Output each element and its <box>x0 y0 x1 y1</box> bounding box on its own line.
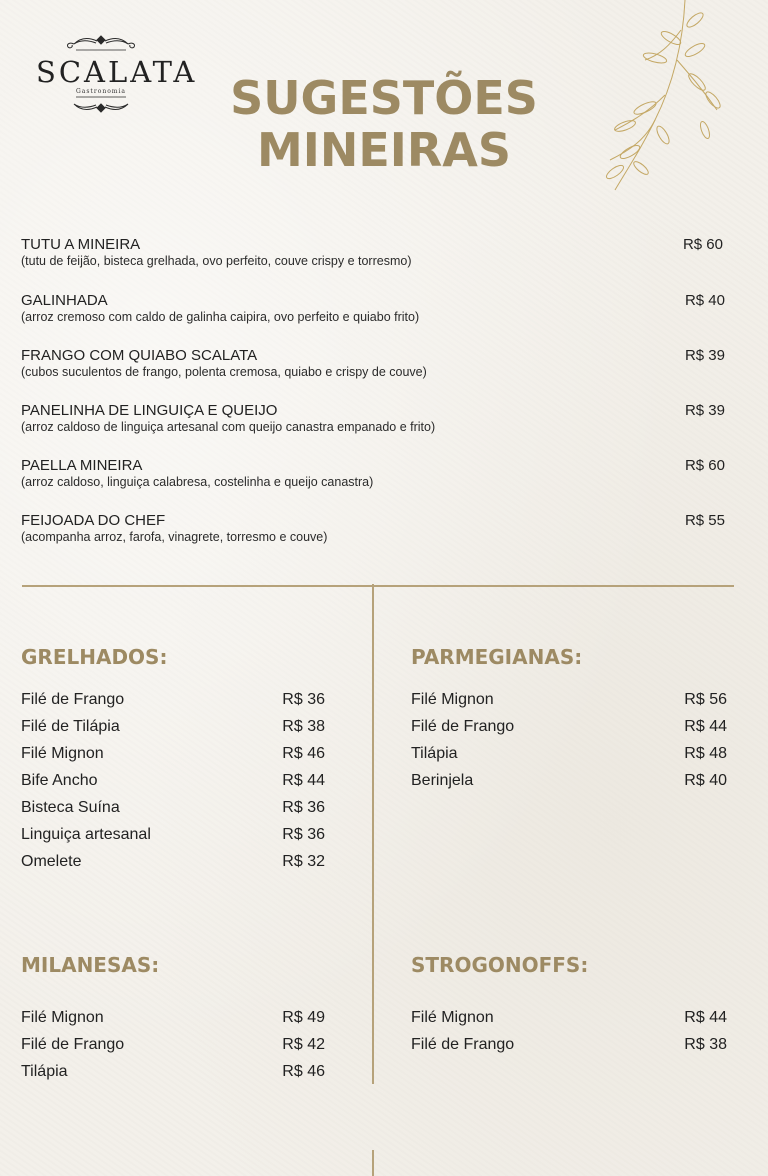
menu-row <box>411 744 727 764</box>
item-name: Filé Mignon <box>411 691 494 708</box>
logo-wordmark: SCALATA <box>36 55 198 89</box>
item-price: R$ 46 <box>282 745 325 762</box>
menu-row <box>411 717 727 737</box>
scalata-logo <box>36 34 198 114</box>
item-price: R$ 44 <box>684 1009 727 1026</box>
dish-description: (arroz caldoso de linguiça artesanal com queijo canastra empanado e frito) <box>21 420 436 434</box>
menu-row <box>411 1035 727 1055</box>
dish-description: (acompanha arroz, farofa, vinagrete, torresmo e couve) <box>21 530 328 544</box>
dish-price: R$ 39 <box>684 347 725 364</box>
item-name: Filé de Frango <box>21 691 125 708</box>
menu-row <box>21 717 325 737</box>
logo-subtitle: Gastronomia <box>75 88 126 95</box>
item-name: Omelete <box>21 853 82 870</box>
section-title-grelhados: GRELHADOS: <box>21 645 168 669</box>
dish-price: R$ 40 <box>684 292 725 309</box>
item-name: Linguiça artesanal <box>21 826 151 843</box>
dish-name: FRANGO COM QUIABO SCALATA <box>21 347 258 364</box>
featured-item-3 <box>21 347 727 380</box>
menu-row <box>411 1008 727 1028</box>
menu-row <box>21 798 325 818</box>
page-title <box>184 72 584 176</box>
menu-row <box>21 1035 325 1055</box>
item-name: Filé de Frango <box>411 1036 515 1053</box>
item-name: Filé Mignon <box>21 745 104 762</box>
dish-name: GALINHADA <box>21 292 108 309</box>
dish-price: R$ 55 <box>684 512 725 529</box>
vertical-divider-bottom <box>372 1150 374 1176</box>
item-price: R$ 38 <box>282 718 325 735</box>
item-price: R$ 38 <box>684 1036 727 1053</box>
menu-row <box>21 771 325 791</box>
title-line-2: MINEIRAS <box>256 123 512 177</box>
dish-description: (tutu de feijão, bisteca grelhada, ovo perfeito, couve crispy e torresmo) <box>21 254 412 268</box>
menu-row <box>21 1008 325 1028</box>
item-price: R$ 44 <box>282 772 325 789</box>
item-price: R$ 49 <box>282 1009 325 1026</box>
title-line-1: SUGESTÕES <box>230 71 538 125</box>
menu-row <box>21 690 325 710</box>
menu-row <box>411 690 727 710</box>
item-price: R$ 46 <box>282 1063 325 1080</box>
item-name: Filé de Tilápia <box>21 718 120 735</box>
menu-row <box>21 852 325 872</box>
dish-price: R$ 60 <box>684 457 725 474</box>
item-price: R$ 36 <box>282 799 325 816</box>
featured-item-5 <box>21 457 727 490</box>
menu-row <box>21 744 325 764</box>
item-name: Filé Mignon <box>21 1009 104 1026</box>
menu-row <box>411 771 727 791</box>
dish-name: PANELINHA DE LINGUIÇA E QUEIJO <box>21 402 278 419</box>
olive-branch-icon <box>585 0 730 195</box>
section-title-milanesas: MILANESAS: <box>21 953 160 977</box>
dish-price: R$ 39 <box>684 402 725 419</box>
item-name: Filé de Frango <box>21 1036 125 1053</box>
horizontal-divider <box>22 585 734 587</box>
featured-item-2 <box>21 292 727 325</box>
menu-row <box>21 1062 325 1082</box>
vertical-divider <box>372 584 374 1084</box>
item-price: R$ 48 <box>684 745 727 762</box>
item-name: Filé de Frango <box>411 718 515 735</box>
item-price: R$ 36 <box>282 826 325 843</box>
item-price: R$ 36 <box>282 691 325 708</box>
item-price: R$ 56 <box>684 691 727 708</box>
dish-name: FEIJOADA DO CHEF <box>21 512 166 529</box>
item-name: Bife Ancho <box>21 772 98 789</box>
dish-name: PAELLA MINEIRA <box>21 457 143 474</box>
dish-description: (cubos suculentos de frango, polenta cremosa, quiabo e crispy de couve) <box>21 365 427 379</box>
item-name: Filé Mignon <box>411 1009 494 1026</box>
item-name: Tilápia <box>411 745 458 762</box>
item-price: R$ 32 <box>282 853 325 870</box>
dish-description: (arroz caldoso, linguiça calabresa, costelinha e queijo canastra) <box>21 475 374 489</box>
item-price: R$ 40 <box>684 772 727 789</box>
dish-description: (arroz cremoso com caldo de galinha caipira, ovo perfeito e quiabo frito) <box>21 310 420 324</box>
item-name: Bisteca Suína <box>21 799 120 816</box>
item-price: R$ 44 <box>684 718 727 735</box>
dish-name: TUTU A MINEIRA <box>21 236 141 253</box>
dish-price: R$ 60 <box>682 236 723 253</box>
featured-item-1 <box>21 236 727 269</box>
featured-item-6 <box>21 512 727 545</box>
section-title-strogonoffs: STROGONOFFS: <box>411 953 589 977</box>
item-price: R$ 42 <box>282 1036 325 1053</box>
item-name: Tilápia <box>21 1063 68 1080</box>
item-name: Berinjela <box>411 772 474 789</box>
section-title-parmegianas: PARMEGIANAS: <box>411 645 583 669</box>
menu-row <box>21 825 325 845</box>
featured-item-4 <box>21 402 727 435</box>
